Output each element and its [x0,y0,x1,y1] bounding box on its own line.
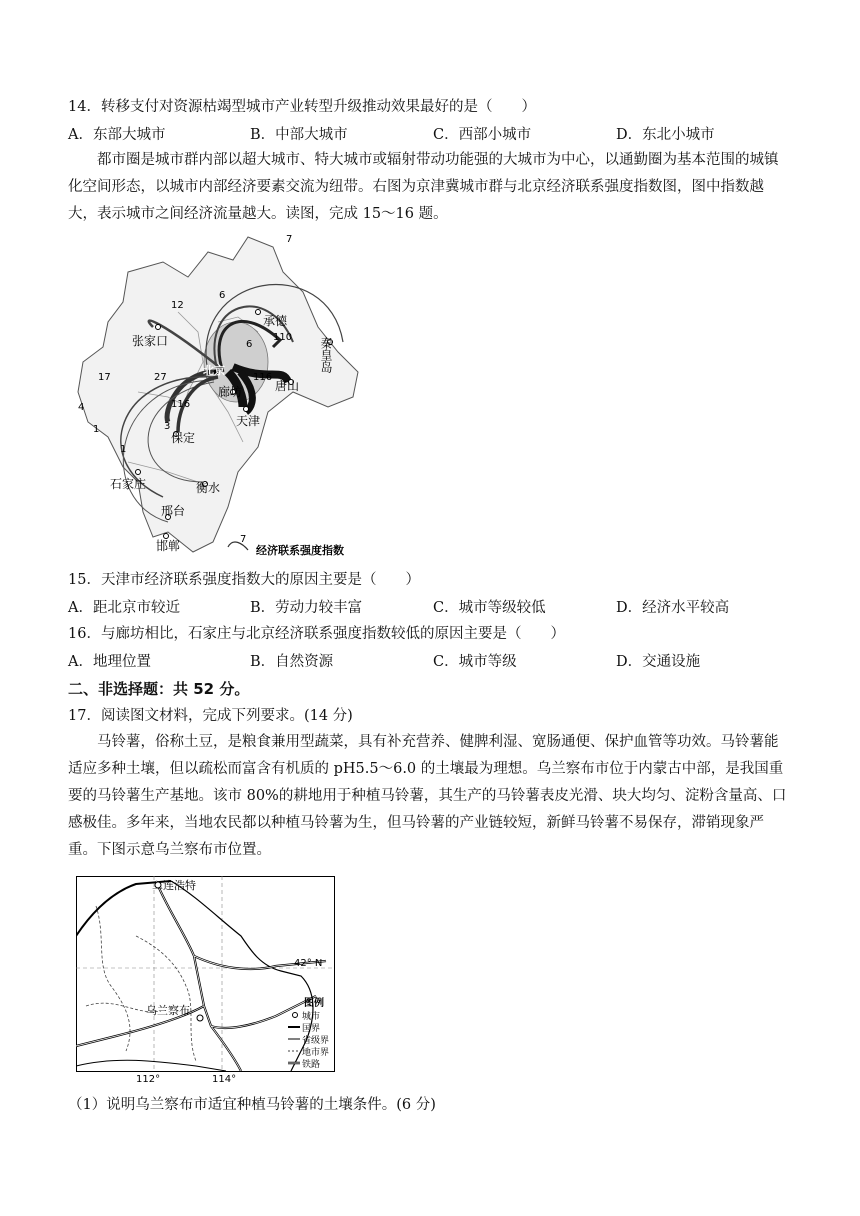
legend-railway: 铁路 [302,1060,321,1070]
index-label-7: 17 [98,372,111,383]
q15-option-d[interactable]: D．经济水平较高 [616,600,730,616]
city-label-xingtai: 邢台 [161,504,186,518]
city-label-ulanqab: 乌兰察布 [146,1004,190,1017]
legend-city: 城市 [302,1012,321,1022]
q16-option-d[interactable]: D．交通设施 [616,654,701,670]
legend-label: 经济联系强度指数 [256,544,344,557]
city-label-beijing: 北京 [203,364,225,377]
q14-option-d[interactable]: D．东北小城市 [616,127,715,143]
city-marker-ulanqab [197,1015,203,1021]
city-label-tianjin: 天津 [236,414,261,428]
index-label-4: 110 [273,332,293,343]
q16-option-b[interactable]: B．自然资源 [250,654,334,670]
longitude-label-114: 114° [212,1074,237,1085]
legend-provincial-border: 省级界 [302,1036,330,1046]
city-label-hengshui: 衡水 [196,481,221,495]
section2-heading: 二、非选择题：共 52 分。 [68,680,250,698]
city-label-qinhuangdao: 秦皇岛 [319,337,333,373]
city-label-baoding: 保定 [171,431,196,445]
index-label-5: 116 [253,372,273,383]
legend-city-border: 地市界 [302,1048,330,1058]
city-label-tangshan: 唐山 [275,379,300,393]
q16-option-c[interactable]: C．城市等级 [433,654,517,670]
index-label-12: 6 [246,339,253,350]
q17-material: 马铃薯，俗称土豆，是粮食兼用型蔬菜，具有补充营养、健脾利湿、宽肠通便、保护血管等功效。马铃薯能适应多种土壤，但以疏松而富含有机质的 pH5.5～6.0 的土壤最为理想。乌兰察布市位于内蒙古中部，是我国重要的马铃薯生产基地。该市 80%的耕地用于种植马铃薯，其生产的马铃薯表皮光滑、块大均匀、淀粉含量高、口感极佳。多年来，当地农民都以种植马铃薯为生，但马铃薯的产业链较短，新鲜马铃薯不易保存，滞销现象严重。下图示意乌兰察布市位置。 [68,734,787,858]
intro-paragraph: 都市圈是城市群内部以超大城市、特大城市或辐射带动功能强的大城市为中心，以通勤圈为基本范围的城镇化空间形态，以城市内部经济要素交流为纽带。右图为京津冀城市群与北京经济联系强度指数图，图中指数越大，表示城市之间经济流量越大。读图，完成 15～16 题。 [68,152,779,222]
q14-option-a[interactable]: A．东部大城市 [68,127,166,143]
index-label-8: 4 [78,402,85,413]
q16-option-a[interactable]: A．地理位置 [68,654,151,670]
q14-option-c[interactable]: C．西部小城市 [433,127,532,143]
index-label-2: 6 [219,290,226,301]
q17-stem: 17．阅读图文材料，完成下列要求。(14 分) [68,708,353,724]
index-label-10: 116 [171,399,191,410]
index-label-9: 1 [93,424,100,435]
legend-title: 图例 [304,998,324,1009]
index-label-3: 12 [171,300,184,311]
index-label-13: 1 [120,444,127,455]
city-label-chengde: 承德 [263,314,288,328]
longitude-label-112: 112° [136,1074,161,1085]
q15-option-a[interactable]: A．距北京市较近 [68,600,180,616]
q16-stem: 16．与廊坊相比，石家庄与北京经济联系强度指数较低的原因主要是（ ） [68,626,565,642]
index-label-6: 27 [154,372,167,383]
q15-option-c[interactable]: C．城市等级较低 [433,600,546,616]
city-label-handan: 邯郸 [156,539,181,553]
q17-sub1: （1）说明乌兰察布市适宜种植马铃薯的土壤条件。(6 分) [68,1097,436,1113]
q14-option-b[interactable]: B．中部大城市 [250,127,348,143]
q15-option-b[interactable]: B．劳动力较丰富 [250,600,363,616]
city-label-shijiazhuang: 石家庄 [110,477,147,491]
legend-national-border: 国界 [302,1024,321,1034]
city-label-zhangjiakou: 张家口 [132,334,169,348]
index-label-1: 7 [286,234,293,245]
beijing-linkage-map [68,232,373,560]
latitude-label: 42° N [294,958,323,969]
q14-stem: 14．转移支付对资源枯竭型城市产业转型升级推动效果最好的是（ ） [68,99,536,115]
city-label-langfang: 廊坊 [218,385,243,399]
index-label-11: 3 [164,421,171,432]
city-label-erenhot: 二连浩特 [152,879,196,892]
legend-index-value: 7 [240,534,247,545]
ulanqab-location-map [76,876,346,1086]
q15-stem: 15．天津市经济联系强度指数大的原因主要是（ ） [68,572,420,588]
